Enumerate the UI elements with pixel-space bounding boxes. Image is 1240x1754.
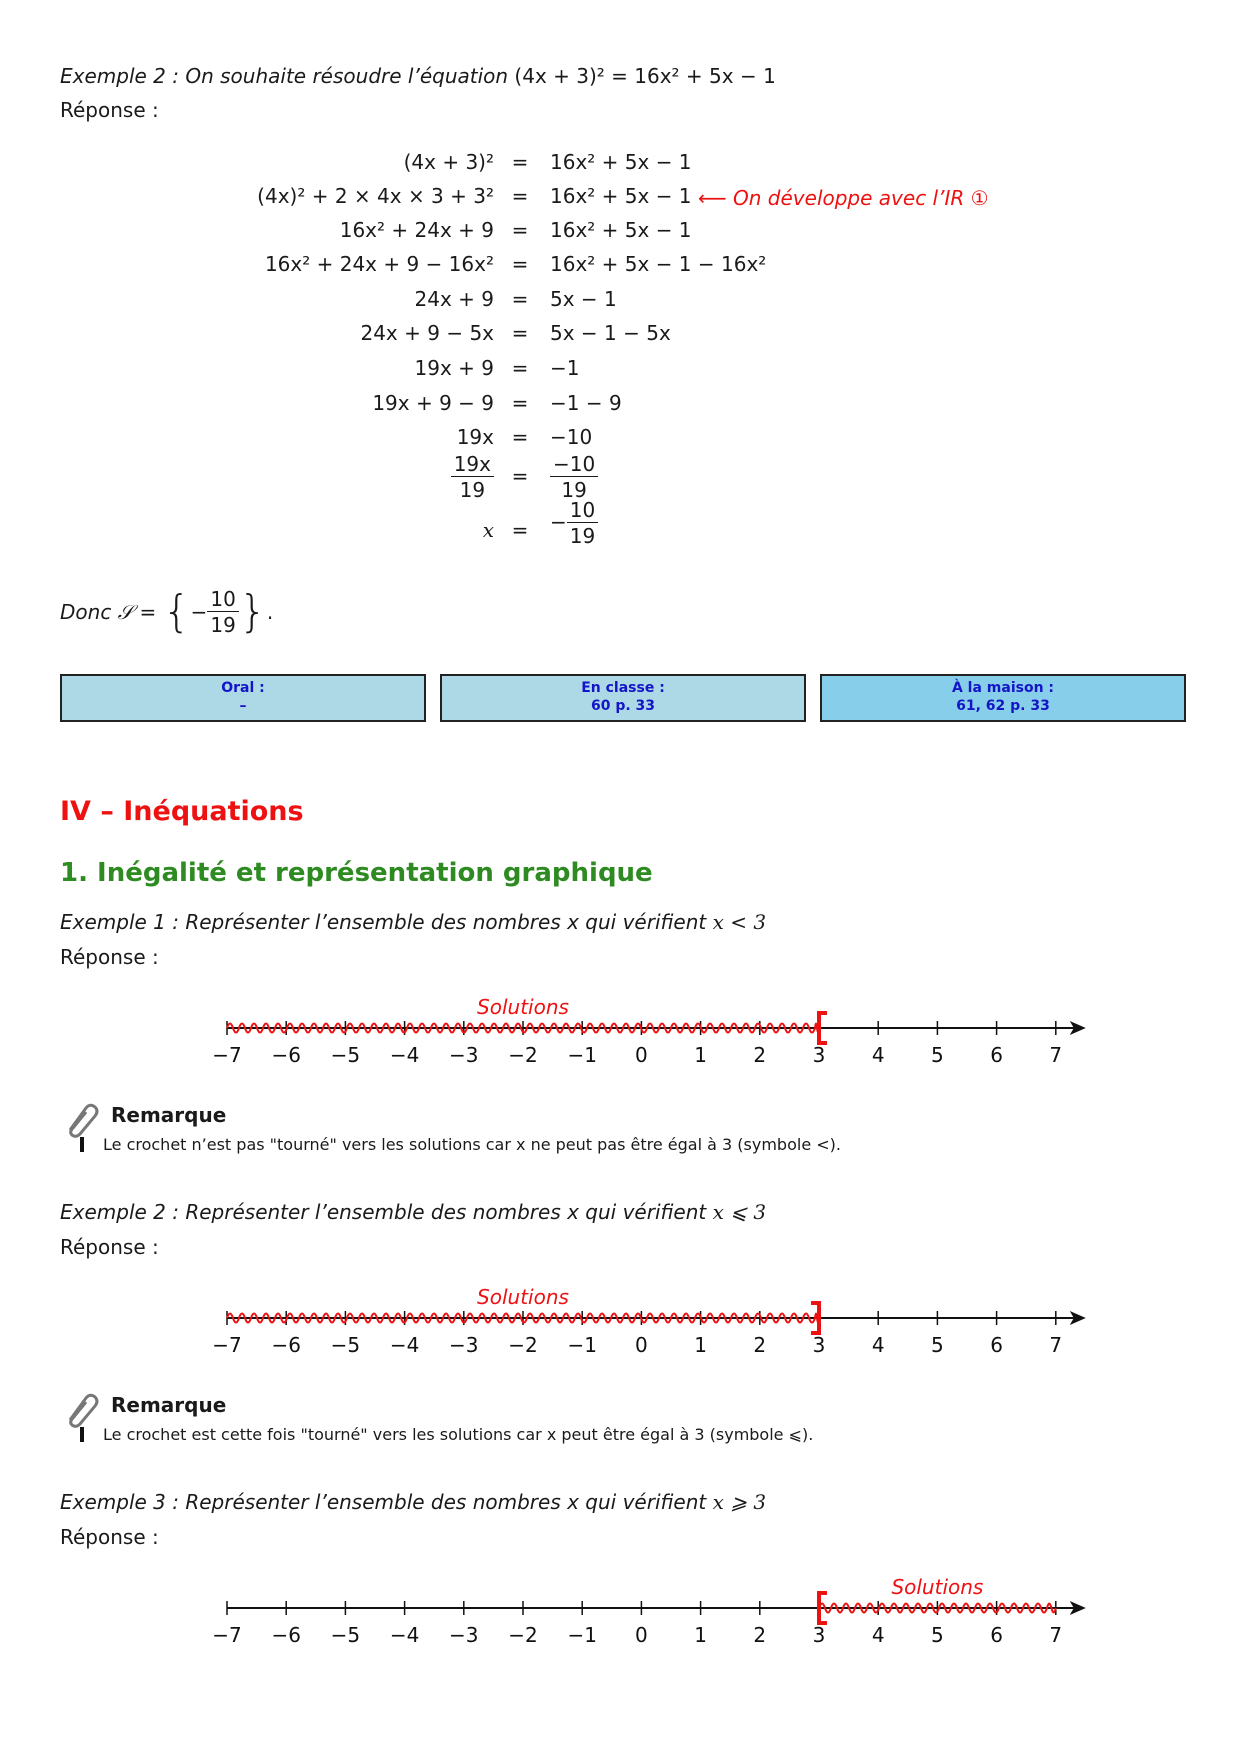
example-text: On souhaite résoudre l’équation: [185, 64, 509, 88]
reponse-label: Réponse :: [60, 1235, 159, 1259]
tick-label: 0: [635, 1043, 648, 1067]
tick-label: 1: [694, 1333, 707, 1357]
derivation-left: [54, 452, 494, 503]
remark-title: Remarque: [111, 1103, 227, 1127]
tick-label: −1: [567, 1043, 597, 1067]
tick-label: 6: [990, 1623, 1003, 1647]
tick-label: 6: [990, 1333, 1003, 1357]
derivation-right: 16x² + 5x − 1 − 16x²: [550, 252, 767, 276]
donc-label: Donc: [60, 600, 112, 624]
section-title: IV – Inéquations: [60, 796, 304, 827]
tick-label: 7: [1049, 1043, 1063, 1067]
reponse-label: Réponse :: [60, 1525, 159, 1549]
remark-bar: [80, 1427, 84, 1442]
derivation-right: [550, 452, 598, 503]
left-brace: {: [162, 586, 191, 637]
tick-label: −2: [508, 1043, 538, 1067]
inequality: x ⩾ 3: [712, 1490, 767, 1514]
solutions-label: Solutions: [477, 1285, 569, 1309]
exercise-box-oral: Oral : –: [60, 674, 426, 722]
tick-label: −2: [508, 1333, 538, 1357]
tick-label: −5: [330, 1043, 361, 1067]
tick-label: −7: [212, 1623, 242, 1647]
derivation-left: (4x)² + 2 × 4x × 3 + 3²: [257, 184, 494, 208]
tick-label: −7: [212, 1043, 242, 1067]
tick-label: −5: [330, 1333, 361, 1357]
tick-label: −4: [389, 1043, 420, 1067]
derivation-right: 5x − 1: [550, 287, 617, 311]
reponse-label: Réponse :: [60, 945, 159, 969]
derivation-left: 16x² + 24x + 9: [339, 218, 494, 242]
reponse-label: Réponse :: [60, 98, 159, 122]
tick-label: 7: [1049, 1623, 1063, 1647]
equals-sign: =: [511, 184, 529, 208]
tick-label: 7: [1049, 1333, 1063, 1357]
fraction: $\frac{10}{19}$: [567, 498, 598, 549]
derivation-left: 19x + 9 − 9: [372, 391, 494, 415]
equals-sign: =: [511, 518, 529, 542]
tick-label: −6: [271, 1623, 301, 1647]
equals-sign: =: [511, 218, 529, 242]
derivation-right: 16x² + 5x − 1: [550, 150, 692, 174]
exercise-box-maison: À la maison : 61, 62 p. 33: [820, 674, 1186, 722]
set-symbol: 𝒮: [117, 600, 134, 624]
fraction: $\frac{19x}{19}$: [451, 452, 494, 503]
tick-label: 0: [635, 1623, 648, 1647]
derivation-right: 16x² + 5x − 1: [550, 184, 692, 208]
equals-sign: =: [139, 600, 157, 624]
example2-statement: [60, 64, 776, 88]
inequality: x ⩽ 3: [712, 1200, 767, 1224]
example3-statement: Exemple 3 : Représenter l’ensemble des nombres x qui vérifient x ⩾ 3: [60, 1490, 767, 1514]
tick-label: −7: [212, 1333, 242, 1357]
exercise-box-classe: En classe : 60 p. 33: [440, 674, 806, 722]
tick-label: 6: [990, 1043, 1003, 1067]
derivation-left: (4x + 3)²: [403, 150, 494, 174]
example1-statement: Exemple 1 : Représenter l’ensemble des nombres x qui vérifient x < 3: [60, 910, 767, 934]
tick-label: 1: [694, 1623, 707, 1647]
inequality: x < 3: [712, 910, 767, 934]
remark-text: Le crochet est cette fois "tourné" vers les solutions car x peut être égal à 3 (symbole ⩽).: [103, 1425, 814, 1444]
tick-label: 2: [753, 1333, 767, 1357]
solution-set: Donc 𝒮 = { − $\frac{10}{19}$ } .: [60, 586, 274, 637]
derivation-right: 5x − 1 − 5x: [550, 321, 671, 345]
tick-label: 3: [812, 1623, 826, 1647]
tick-label: 3: [812, 1043, 826, 1067]
equals-sign: =: [511, 356, 529, 380]
equals-sign: =: [511, 287, 529, 311]
remark-bar: [80, 1137, 84, 1152]
equals-sign: =: [511, 391, 529, 415]
tick-label: −1: [567, 1623, 597, 1647]
derivation-right: −1: [550, 356, 580, 380]
number-line-2: [0, 1270, 1240, 1370]
derivation-right: 16x² + 5x − 1: [550, 218, 692, 242]
tick-label: 4: [871, 1333, 885, 1357]
fraction: $\frac{-10}{19}$: [550, 452, 598, 503]
tick-label: −3: [449, 1043, 479, 1067]
tick-label: 1: [694, 1043, 707, 1067]
tick-label: −5: [330, 1623, 361, 1647]
tick-label: −1: [567, 1333, 597, 1357]
tick-label: 5: [931, 1043, 944, 1067]
tick-label: 5: [931, 1333, 944, 1357]
derivation-left: x: [482, 518, 494, 542]
example2-statement: Exemple 2 : Représenter l’ensemble des nombres x qui vérifient x ⩽ 3: [60, 1200, 767, 1224]
tick-label: 4: [871, 1043, 885, 1067]
paperclip-icon: [60, 1100, 100, 1140]
paperclip-icon: [60, 1390, 100, 1430]
example-equation: (4x + 3)² = 16x² + 5x − 1: [514, 64, 776, 88]
number-line-3: [0, 1560, 1240, 1660]
derivation-left: 24x + 9: [414, 287, 494, 311]
tick-label: −6: [271, 1333, 301, 1357]
minus-sign: −: [190, 600, 208, 624]
tick-label: −4: [389, 1623, 420, 1647]
equals-sign: =: [511, 321, 529, 345]
derivation-left: 16x² + 24x + 9 − 16x²: [264, 252, 494, 276]
tick-label: −6: [271, 1043, 301, 1067]
derivation-annotation: ⟵ On développe avec l’IR ①: [698, 186, 989, 210]
example-label: Exemple 2 :: [60, 64, 179, 88]
tick-label: 3: [812, 1333, 826, 1357]
subsection-title: 1. Inégalité et représentation graphique: [60, 858, 653, 888]
tick-label: 2: [753, 1043, 767, 1067]
derivation-right: − $\frac{10}{19}$: [550, 498, 598, 549]
equals-sign: =: [511, 150, 529, 174]
remark-title: Remarque: [111, 1393, 227, 1417]
tick-label: −4: [389, 1333, 420, 1357]
tick-label: 0: [635, 1333, 648, 1357]
tick-label: 4: [871, 1623, 885, 1647]
derivation-left: 24x + 9 − 5x: [360, 321, 494, 345]
solutions-label: Solutions: [477, 995, 569, 1019]
derivation-left: 19x + 9: [414, 356, 494, 380]
tick-label: −3: [449, 1623, 479, 1647]
fraction: $\frac{10}{19}$: [207, 587, 238, 638]
right-brace: }: [238, 586, 267, 637]
equals-sign: =: [511, 425, 529, 449]
equals-sign: =: [511, 464, 529, 488]
equals-sign: =: [511, 252, 529, 276]
tick-label: −2: [508, 1623, 538, 1647]
tick-label: 2: [753, 1623, 767, 1647]
number-line-1: [0, 980, 1240, 1080]
tick-label: −3: [449, 1333, 479, 1357]
remark-text: Le crochet n’est pas "tourné" vers les solutions car x ne peut pas être égal à 3 (symbole <).: [103, 1135, 841, 1154]
tick-label: 5: [931, 1623, 944, 1647]
solutions-label: Solutions: [891, 1575, 984, 1599]
derivation-right: −10: [550, 425, 593, 449]
derivation-right: −1 − 9: [550, 391, 622, 415]
derivation-left: 19x: [456, 425, 494, 449]
